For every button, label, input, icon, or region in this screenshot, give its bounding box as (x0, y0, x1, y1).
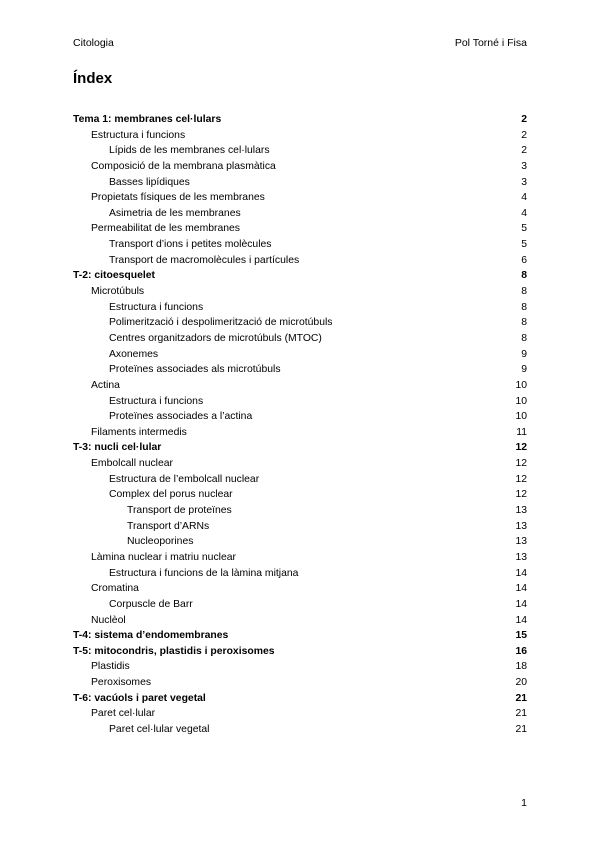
toc-entry-title: Filaments intermedis (91, 426, 187, 438)
toc-entry-title: Paret cel·lular (91, 708, 156, 720)
toc-entry-title: Basses lipídiques (109, 176, 190, 188)
toc-entry-page: 10 (515, 411, 527, 423)
toc-entry[interactable] (73, 237, 527, 253)
toc-entry-title: T-6: vacúols i paret vegetal (73, 692, 206, 704)
toc-entry[interactable] (73, 425, 527, 441)
toc-entry-page: 21 (515, 723, 527, 735)
toc-entry[interactable] (73, 472, 527, 488)
toc-entry-title: Peroxisomes (91, 677, 152, 689)
toc-entry-title: Asimetria de les membranes (109, 207, 241, 219)
toc-entry[interactable] (73, 519, 527, 535)
toc-entry[interactable] (73, 300, 527, 316)
toc-entry[interactable] (73, 581, 527, 597)
toc-entry[interactable] (73, 644, 527, 660)
toc-entry[interactable] (73, 268, 527, 284)
toc-entry-title: Estructura i funcions de la làmina mitjana (109, 567, 299, 579)
toc-entry-title: Estructura i funcions (109, 395, 204, 407)
toc-entry-page: 2 (521, 145, 527, 157)
toc-entry-title: Paret cel·lular vegetal (109, 723, 210, 735)
toc-entry-page: 8 (521, 301, 527, 313)
toc-entry-page: 5 (521, 223, 527, 235)
toc-entry-page: 21 (515, 692, 527, 704)
toc-entry-title: Microtúbuls (91, 286, 145, 298)
toc-entry-title: Axonemes (109, 348, 159, 360)
toc-entry[interactable] (73, 456, 527, 472)
toc-entry[interactable] (73, 706, 527, 722)
toc-entry-title: Estructura de l’embolcall nuclear (109, 473, 260, 485)
toc-entry[interactable] (73, 253, 527, 269)
toc-entry-page: 2 (521, 129, 527, 141)
toc-entry-page: 11 (516, 426, 527, 438)
toc-entry[interactable] (73, 722, 527, 738)
toc-entry-title: Polimerització i despolimerització de microtúbuls (109, 317, 333, 329)
toc-entry-title: T-3: nucli cel·lular (73, 442, 162, 454)
toc-entry[interactable] (73, 284, 527, 300)
toc-entry[interactable] (73, 503, 527, 519)
toc-entry[interactable] (73, 378, 527, 394)
toc-entry[interactable] (73, 221, 527, 237)
toc-entry-page: 9 (521, 364, 527, 376)
toc-entry-title: Complex del porus nuclear (109, 489, 233, 501)
toc-entry-title: Transport d’ions i petites molècules (109, 239, 272, 251)
toc-entry-page: 13 (515, 551, 527, 563)
toc-entry-page: 10 (515, 379, 527, 391)
toc-entry[interactable] (73, 331, 527, 347)
toc-entry-page: 8 (521, 270, 527, 282)
toc-entry-page: 12 (515, 442, 527, 454)
table-of-contents (73, 112, 527, 738)
toc-entry-title: T-4: sistema d’endomembranes (73, 630, 229, 642)
toc-entry-title: Plastidis (91, 661, 130, 673)
toc-entry-page: 12 (515, 458, 527, 470)
toc-entry-page: 10 (515, 395, 527, 407)
toc-entry[interactable] (73, 409, 527, 425)
toc-entry-title: Centres organitzadors de microtúbuls (MTOC) (109, 332, 322, 344)
toc-entry[interactable] (73, 566, 527, 582)
toc-entry[interactable] (73, 597, 527, 613)
toc-entry-page: 5 (521, 239, 527, 251)
toc-entry-page: 14 (515, 614, 527, 626)
toc-entry-title: Propietats físiques de les membranes (91, 192, 265, 204)
toc-entry-title: Transport d’ARNs (127, 520, 210, 532)
toc-entry-page: 13 (515, 536, 527, 548)
toc-entry-title: Embolcall nuclear (91, 458, 174, 470)
toc-entry[interactable] (73, 487, 527, 503)
toc-entry-page: 15 (515, 630, 527, 642)
toc-entry[interactable] (73, 315, 527, 331)
toc-entry-page: 2 (521, 114, 527, 125)
toc-entry-title: Estructura i funcions (109, 301, 204, 313)
toc-entry-page: 12 (515, 473, 527, 485)
toc-entry-title: Tema 1: membranes cel·lulars (73, 114, 222, 125)
toc-entry-title: Cromatina (91, 583, 139, 595)
toc-entry-page: 6 (521, 254, 527, 266)
toc-entry[interactable] (73, 440, 527, 456)
toc-entry-page: 16 (515, 645, 527, 657)
toc-entry[interactable] (73, 550, 527, 566)
toc-entry-page: 8 (521, 317, 527, 329)
toc-entry-title: Permeabilitat de les membranes (91, 223, 241, 235)
header-subject: Citologia (73, 37, 114, 49)
toc-entry-page: 21 (515, 708, 527, 720)
toc-entry-page: 9 (521, 348, 527, 360)
toc-entry[interactable] (73, 628, 527, 644)
toc-entry[interactable] (73, 175, 527, 191)
page-number: 1 (521, 797, 527, 809)
toc-entry-title: Corpuscle de Barr (109, 598, 193, 610)
toc-entry-title: Actina (91, 379, 120, 391)
toc-entry-page: 3 (521, 160, 527, 172)
toc-entry-page: 14 (515, 567, 527, 579)
toc-entry-title: Proteïnes associades als microtúbuls (109, 364, 281, 376)
toc-entry-page: 18 (515, 661, 527, 673)
toc-entry-page: 14 (515, 598, 527, 610)
toc-entry-title: T-2: citoesquelet (73, 270, 155, 282)
toc-entry[interactable] (73, 347, 527, 363)
toc-entry-title: Estructura i funcions (91, 129, 186, 141)
toc-entry-page: 13 (515, 520, 527, 532)
toc-entry[interactable] (73, 394, 527, 410)
toc-entry[interactable] (73, 206, 527, 222)
toc-entry-title: Proteïnes associades a l’actina (109, 411, 253, 423)
toc-entry-page: 4 (521, 207, 527, 219)
toc-entry[interactable] (73, 112, 527, 128)
toc-entry-page: 8 (521, 286, 527, 298)
toc-entry[interactable] (73, 128, 527, 144)
page-header (73, 37, 527, 51)
toc-entry-title: Nucleoporines (127, 536, 194, 548)
toc-entry[interactable] (73, 534, 527, 550)
toc-entry-title: Lípids de les membranes cel·lulars (109, 145, 270, 157)
page-title: Índex (73, 70, 113, 87)
toc-entry-title: Transport de proteïnes (127, 505, 232, 517)
toc-entry-page: 12 (515, 489, 527, 501)
toc-entry[interactable] (73, 143, 527, 159)
header-author: Pol Torné i Fisa (454, 37, 527, 49)
toc-entry-title: Làmina nuclear i matriu nuclear (91, 551, 236, 563)
toc-entry-page: 20 (515, 677, 527, 689)
toc-entry[interactable] (73, 159, 527, 175)
toc-entry-title: T-5: mitocondris, plastidis i peroxisomes (73, 645, 275, 657)
toc-entry[interactable] (73, 190, 527, 206)
toc-entry-title: Composició de la membrana plasmàtica (91, 160, 276, 172)
toc-entry-page: 8 (521, 332, 527, 344)
toc-entry-page: 3 (521, 176, 527, 188)
toc-entry[interactable] (73, 675, 527, 691)
toc-entry[interactable] (73, 691, 527, 707)
toc-entry-title: Nuclèol (91, 614, 126, 626)
toc-entry[interactable] (73, 362, 527, 378)
toc-entry-page: 13 (515, 505, 527, 517)
toc-entry-title: Transport de macromolècules i partícules (109, 254, 300, 266)
toc-entry[interactable] (73, 659, 527, 675)
toc-entry-page: 4 (521, 192, 527, 204)
toc-entry-page: 14 (515, 583, 527, 595)
toc-entry[interactable] (73, 613, 527, 629)
